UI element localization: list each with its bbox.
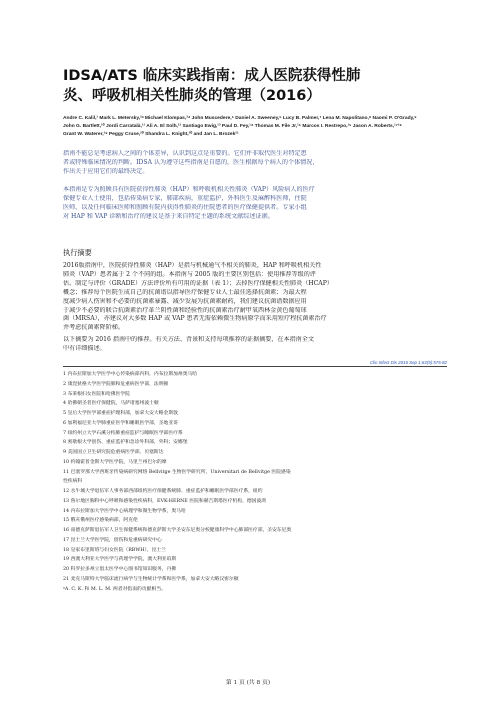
affiliation-item: 10 约翰霍普金斯大学医学院，马里兰州巴尔的摩 [63, 459, 167, 465]
affiliation-item: ᵃA. C. K. 和 M. L. M. 两者对指南的贡献相当。 [63, 586, 166, 592]
affiliation-item: 16 南德克萨斯退伍军人卫生保健系统和德克萨斯大学圣安东尼奥分校健康科学中心肺部医疗部，圣安东尼奥 [63, 528, 292, 533]
text-line: 肺炎（VAP）患者属于 2 个不同的组。本指南与 2005 版的主要区别包括：使用推荐等级的评 [63, 270, 316, 278]
audience-paragraph [63, 186, 447, 222]
affiliation-list [63, 370, 447, 594]
affiliation-item: 5 皇后大学医学部重症护理科部，加拿大安大略金斯敦 [63, 411, 178, 416]
author-line: Andre C. Kalil,¹ Mark L. Metersky,²ᵃ Michael Klompas,³⁴ John Muscedere,⁵ Daniel A. Sweeney,⁶ Lucy B. Palmer,⁷ Lena M. Napolitano,⁸ Naomi P. O'Grady,⁹ [63, 116, 417, 121]
affiliation-item: 19 西澳大利亚大学医学与药理学学院，澳大利亚珀斯 [63, 557, 177, 563]
page-number: 第 1 页 (共 8 页) [225, 680, 271, 686]
text-line: 菌（MRSA），亦建议对大多数 HAP 或 VAP 患者无需依赖微生物病原学而采用短疗程抗菌素治疗 [63, 315, 327, 323]
citation-link[interactable]: Clin Infect Dis 2016 Sep 1;63(5):575-82 [369, 360, 447, 365]
text-line: 估、制定与评价（GRADE）方法评价所有可用的证据（表 1）；去掉医疗保健相关性肺炎（HCAP） [63, 279, 333, 287]
text-line: 2016版指南中，医院获得性肺炎（HAP）是指与机械通气不相关的肺炎，HAP 和呼吸机相关性 [63, 262, 322, 269]
affiliation-item: 8 密歇根大学创伤、重症监护和急诊外科部，外科；安娜堡 [63, 440, 188, 446]
title-line-1: IDSA/ATS 临床实践指南：成人医院获得性肺 [63, 68, 361, 84]
affiliation-item: 11 巴塞罗那大学西班牙传染病研究网络 Bellvitge 生物医学研究所，Universitari de Bellvitge 医院感染 [63, 469, 291, 475]
summary-intro-paragraph [63, 336, 447, 354]
text-line: 以下摘要为 2016 指南中的推荐。有关方法、背景和支持每项推荐的证据摘要，在本指南全文 [63, 336, 314, 343]
text-line: 度减少病人伤害和不必要的抗菌素暴露、减少发展为抗菌素耐药，我们建议抗菌谱数据应用 [63, 297, 307, 305]
text-line: 本指南是专为照顾具有医院获得性肺炎（HAP）和呼吸机相关性肺炎（VAP）风险病人的医疗 [63, 186, 315, 193]
text-line: 者或特殊临床情况的判断。IDSA 认为遵守这些指南是自愿的，医生根据每个病人的个体情况， [63, 158, 319, 166]
affiliation-item: 17 昆士兰大学医学院，创伤和危重病研究中心 [63, 537, 162, 543]
footnote-divider [63, 366, 447, 367]
affiliation-item: 6 加利福尼亚大学肺重症医学和睡眠医学部，圣地亚哥 [63, 420, 178, 426]
disclaimer-paragraph [63, 150, 447, 177]
affiliation-item: 3 布莱根妇女医院和哈佛医学院 [63, 391, 130, 397]
author-line: John G. Bartlett,¹⁰ Jordi Carratalà,¹¹ Ali A. El Solh,¹² Santiago Ewig,¹³ Paul D. Fey,¹⁴ Thomas M. File Jr,¹⁵ Marcos I. Restrepo,¹⁶ Jason A. Roberts,¹⁷¹⁸ [63, 123, 402, 129]
text-line: 对 HAP 和 VAP 诊断和治疗的建议是基于来自特定主题的系统文献综述证据。 [63, 212, 274, 220]
affiliation-item: 12 水牛城大学退伍军人事务部西部纽约医疗保健系统肺、重症监护和睡眠医学部医疗系，纽约 [63, 489, 263, 494]
text-line: 作出关于应用它们的最终决定。 [63, 167, 149, 175]
summary-paragraph [63, 262, 447, 333]
affiliation-item: 7 纽约州立大学石溪分校肺重症监护与睡眠医学部医疗系 [63, 430, 183, 436]
author-list [63, 115, 447, 139]
affiliation-item: 21 麦克马斯特大学临床流行病学与生物统计学系和医学系，加拿大安大略汉密尔顿 [63, 576, 239, 582]
affiliation-item: 1 内布拉斯加大学医学中心传染病部内科，内布拉斯加州奥马哈 [63, 372, 198, 377]
title-line-2: 炎、呼吸机相关性肺炎的管理（2016） [63, 88, 321, 104]
text-line: 于减少不必要的联合抗菌素治疗革兰阴性菌和经验性的抗菌素治疗耐甲氧西林金黄色葡萄球 [63, 306, 307, 314]
affiliation-item: 15 俄亥俄州医疗感染病部，阿克伦 [63, 518, 138, 524]
text-line: 中有详细描述。 [63, 344, 106, 352]
affiliation-item: 4 哈佛朝圣者医疗保健院，马萨诸塞州波士顿 [63, 401, 159, 407]
text-line: 概念；推荐每个医院生成自己的抗菌谱以指导医疗保健专业人士最佳选择抗菌素；为最大程 [63, 288, 307, 296]
page-title [63, 66, 443, 106]
affiliation-item: 18 皇家布里斯班与妇女医院（RBWH），昆士兰 [63, 547, 167, 553]
author-line: Grant W. Waterer,¹⁹ Peggy Cruse,²⁰ Shandra L. Knight,²⁰ and Jan L. Brozek²¹ [63, 131, 239, 137]
affiliation-item: 9 美国国立卫生研究院危重病医学部，贝塞斯达 [63, 450, 164, 455]
text-line: 并考虑抗菌素降阶梯。 [63, 324, 124, 332]
affiliation-item: 14 内布拉斯加大学医学中心病理学和微生物学系，奥马哈 [63, 508, 186, 514]
affiliation-item: 13 鲁尔地区胸科中心呼吸和感染性疾病科，EVK-HERNE 医院和赫吉斯塔医疗机构，德国波鸿 [63, 498, 267, 504]
text-line: 指南不能总是考虑病人之间的个体差异，认识到这点是重要的。它们并非取代医生对特定患 [63, 150, 307, 157]
affiliation-item: 性疾病科 [63, 479, 83, 485]
affiliation-item: 2 康涅狄格大学医学院肺和危重病医学部，法明顿 [63, 381, 169, 387]
text-line: 保健专业人士使用，包括传染病专家，肺部疾病，重症监护，外科医生及麻醉科医师，住院 [63, 194, 307, 202]
section-heading: 执行摘要 [63, 248, 92, 257]
affiliation-item: 20 科罗拉多州立倡太医学中心图书馆知识服务，丹佛 [63, 567, 177, 572]
text-line: 医师，以及任何临床医师和照顾有院内获得性肺炎的住院患者的医疗保健提供者。专家小组 [63, 203, 307, 211]
